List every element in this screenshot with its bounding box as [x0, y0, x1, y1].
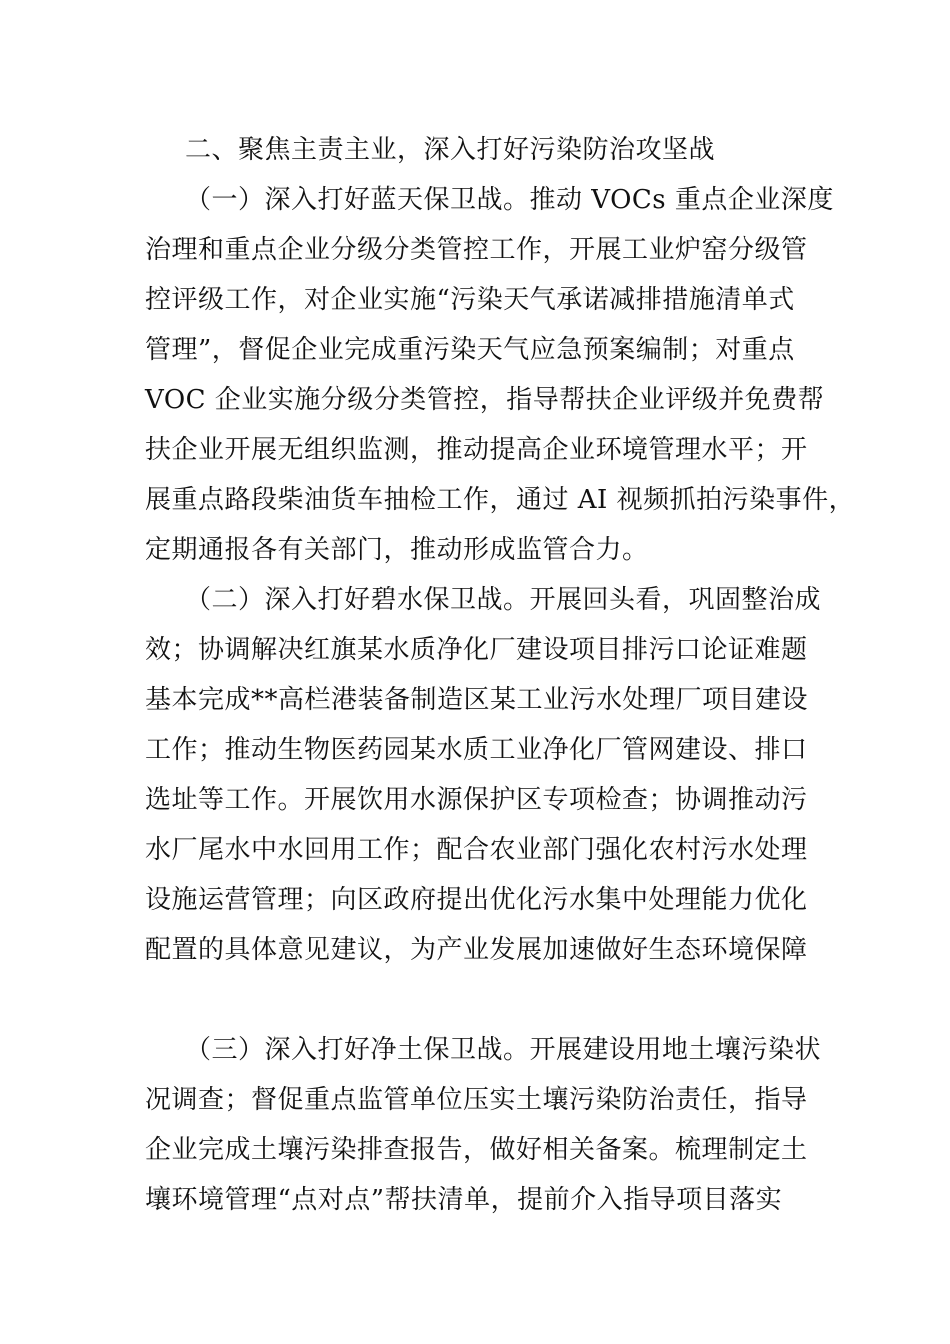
paragraph-line: 基本完成**高栏港装备制造区某工业污水处理厂项目建设: [145, 685, 809, 715]
paragraph-line: 况调查；督促重点监管单位压实土壤污染防治责任，指导: [145, 1085, 808, 1115]
paragraph-line: （二）深入打好碧水保卫战。开展回头看，巩固整治成: [185, 585, 822, 615]
paragraph-line: 壤环境管理“点对点”帮扶清单，提前介入指导项目落实: [145, 1185, 783, 1215]
paragraph-line: 选址等工作。开展饮用水源保护区专项检查；协调推动污: [145, 785, 808, 815]
paragraph-line: 效；协调解决红旗某水质净化厂建设项目排污口论证难题: [145, 635, 808, 665]
paragraph-line: 设施运营管理；向区政府提出优化污水集中处理能力优化: [145, 885, 808, 915]
paragraph-line: VOC 企业实施分级分类管控，指导帮扶企业评级并免费帮: [145, 385, 825, 415]
paragraph-line: 管理”，督促企业完成重污染天气应急预案编制；对重点: [145, 335, 795, 365]
paragraph-line: 治理和重点企业分级分类管控工作，开展工业炉窑分级管: [145, 235, 808, 265]
paragraph-line: （三）深入打好净土保卫战。开展建设用地土壤污染状: [185, 1035, 822, 1065]
paragraph-line: （一）深入打好蓝天保卫战。推动 VOCs 重点企业深度: [185, 185, 834, 215]
paragraph-line: 定期通报各有关部门，推动形成监管合力。: [145, 535, 649, 565]
paragraph-line: 工作；推动生物医药园某水质工业净化厂管网建设、排口: [145, 735, 808, 765]
paragraph-line: 企业完成土壤污染排查报告，做好相关备案。梳理制定土: [145, 1135, 808, 1165]
paragraph-line: 展重点路段柴油货车抽检工作，通过 AI 视频抓拍污染事件，: [145, 485, 856, 515]
section-heading: 二、聚焦主责主业，深入打好污染防治攻坚战: [185, 135, 716, 165]
paragraph-line: 配置的具体意见建议，为产业发展加速做好生态环境保障: [145, 935, 808, 965]
paragraph-line: 控评级工作，对企业实施“污染天气承诺减排措施清单式: [145, 285, 795, 315]
paragraph-line: 扶企业开展无组织监测，推动提高企业环境管理水平；开: [145, 435, 808, 465]
paragraph-line: 水厂尾水中水回用工作；配合农业部门强化农村污水处理: [145, 835, 808, 865]
